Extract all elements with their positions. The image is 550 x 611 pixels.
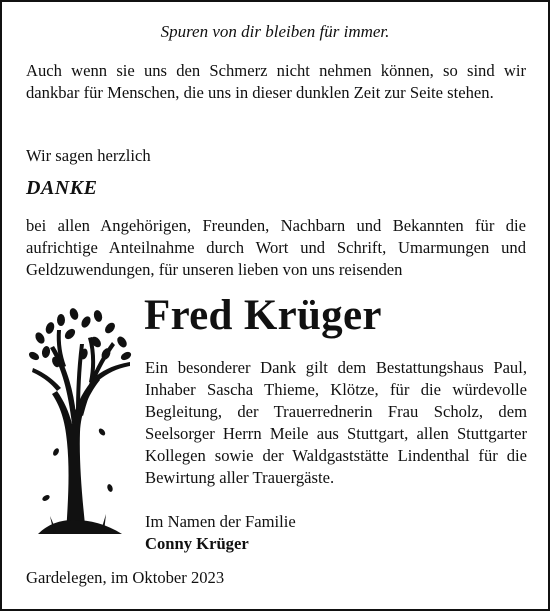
- signature-name: Conny Krüger: [145, 534, 249, 553]
- tree-silhouette-icon: [26, 302, 134, 534]
- motto: Spuren von dir bleiben für immer.: [160, 22, 390, 41]
- thanks-text: bei allen Angehörigen, Freunden, Nachbarn und Bekannten für die aufrichtige Anteilnahme durch Wort und Schrift, Umarmungen und Geldzuwendungen, für unseren lieben von uns reisenden: [26, 216, 526, 279]
- special-thanks-text: Ein besonderer Dank gilt dem Bestattungshaus Paul, Inhaber Sascha Thieme, Klötze, für die würdevolle Begleitung, der Trauerrednerin Frau Scholz, dem Seelsorger Herrn Meile aus Stuttgart, allen Stuttgarter Kollegen sowie der Waldgaststätte Lindenthal für die Bewirtung aller Trauergäste.: [145, 358, 527, 487]
- signature-lead: Im Namen der Familie: [145, 512, 296, 531]
- thanks-lead: Wir sagen herzlich: [26, 146, 151, 165]
- place-date: Gardelegen, im Oktober 2023: [26, 568, 225, 587]
- intro-text: Auch wenn sie uns den Schmerz nicht nehmen können, so sind wir dankbar für Menschen, die uns in dieser dunklen Zeit zur Seite stehen.: [26, 61, 526, 102]
- danke-heading: DANKE: [26, 177, 98, 199]
- deceased-name: Fred Krüger: [144, 292, 382, 339]
